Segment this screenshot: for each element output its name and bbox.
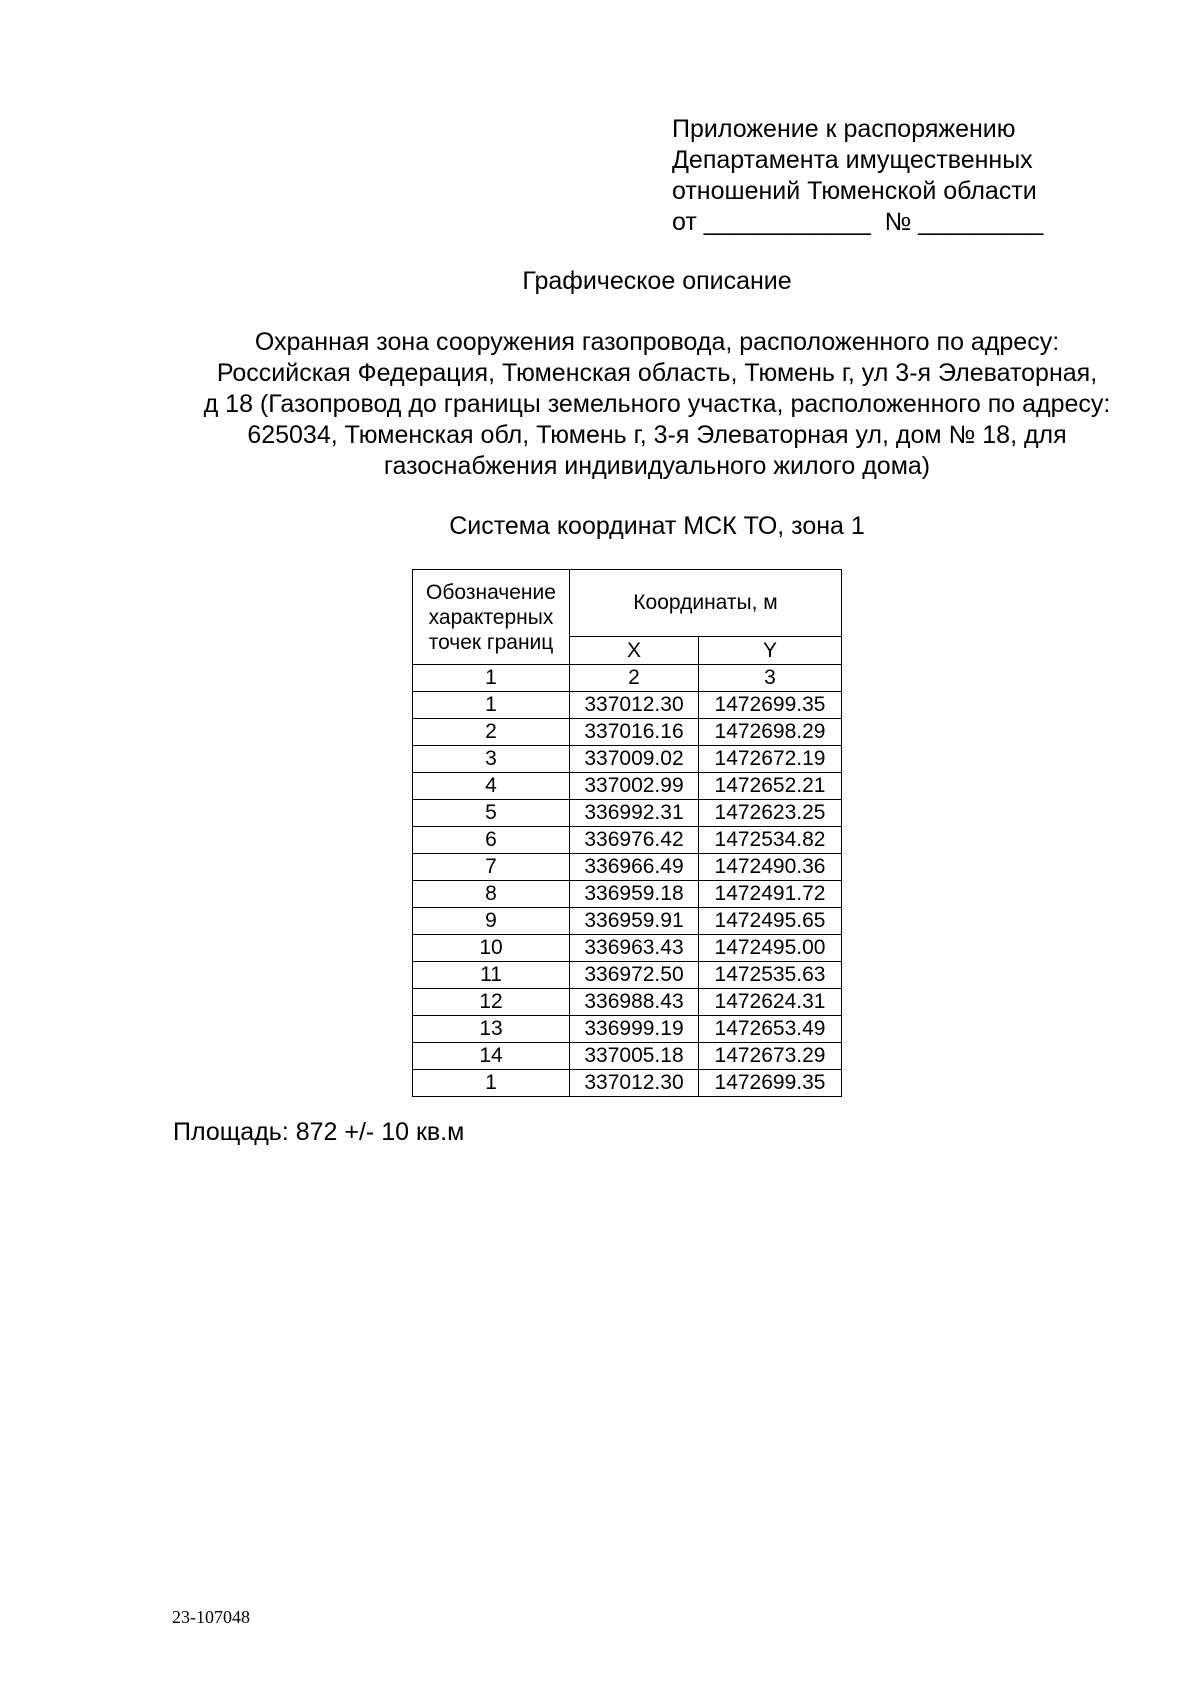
table-row xyxy=(413,854,842,881)
x-cell: 337005.18 xyxy=(570,1043,699,1070)
point-cell: 14 xyxy=(413,1043,570,1070)
table-row xyxy=(413,989,842,1016)
table-row xyxy=(413,962,842,989)
point-cell: 1 xyxy=(413,692,570,719)
x-cell: 336972.50 xyxy=(570,962,699,989)
table-row xyxy=(413,692,842,719)
description-line: Российская Федерация, Тюменская область, Тюмень г, ул 3-я Элеваторная, xyxy=(216,359,1098,387)
y-cell: 1472672.19 xyxy=(699,746,842,773)
y-cell: 1472491.72 xyxy=(699,881,842,908)
point-cell: 3 xyxy=(413,746,570,773)
point-cell: 2 xyxy=(413,719,570,746)
y-cell: 1472535.63 xyxy=(699,962,842,989)
y-cell: 1472534.82 xyxy=(699,827,842,854)
table-row xyxy=(413,719,842,746)
point-cell: 4 xyxy=(413,773,570,800)
description-line: д 18 (Газопровод до границы земельного участка, расположенного по адресу: xyxy=(203,390,1111,418)
header-designation-line: Обозначение xyxy=(426,580,556,604)
x-cell: 337009.02 xyxy=(570,746,699,773)
table-row xyxy=(413,800,842,827)
description-line: газоснабжения индивидуального жилого дома) xyxy=(383,452,931,480)
y-cell: 1472624.31 xyxy=(699,989,842,1016)
appendix-line: Департамента имущественных xyxy=(672,146,1033,174)
table-row xyxy=(413,1070,842,1097)
x-cell: 336966.49 xyxy=(570,854,699,881)
y-cell: 1472652.21 xyxy=(699,773,842,800)
point-cell: 9 xyxy=(413,908,570,935)
x-cell: 336959.91 xyxy=(570,908,699,935)
y-cell: 1472495.00 xyxy=(699,935,842,962)
x-cell: 336976.42 xyxy=(570,827,699,854)
area-label: Площадь: 872 +/- 10 кв.м xyxy=(173,1118,465,1146)
y-cell: 1472698.29 xyxy=(699,719,842,746)
header-designation xyxy=(413,570,570,665)
x-cell: 336963.43 xyxy=(570,935,699,962)
column-number: 2 xyxy=(570,665,699,692)
y-cell: 1472673.29 xyxy=(699,1043,842,1070)
table-row xyxy=(413,1016,842,1043)
header-coordinates: Координаты, м xyxy=(570,570,842,637)
y-cell: 1472699.35 xyxy=(699,692,842,719)
table-row xyxy=(413,1043,842,1070)
table-row xyxy=(413,881,842,908)
appendix-header xyxy=(672,114,1043,238)
table-row xyxy=(413,773,842,800)
header-x: X xyxy=(570,637,699,665)
description-line: 625034, Тюменская обл, Тюмень г, 3-я Элеваторная ул, дом № 18, для xyxy=(247,421,1067,449)
column-number: 3 xyxy=(699,665,842,692)
point-cell: 8 xyxy=(413,881,570,908)
point-cell: 13 xyxy=(413,1016,570,1043)
appendix-line: отношений Тюменской области xyxy=(672,177,1037,205)
y-cell: 1472623.25 xyxy=(699,800,842,827)
column-number: 1 xyxy=(413,665,570,692)
table-row xyxy=(413,935,842,962)
appendix-date-number-line: от ____________ № _________ xyxy=(672,208,1044,236)
x-cell: 336988.43 xyxy=(570,989,699,1016)
x-cell: 337012.30 xyxy=(570,692,699,719)
table-row xyxy=(413,827,842,854)
coordinates-table xyxy=(412,569,842,1097)
document-title: Графическое описание xyxy=(522,267,792,295)
y-cell: 1472490.36 xyxy=(699,854,842,881)
header-designation-line: точек границ xyxy=(428,630,554,654)
point-cell: 12 xyxy=(413,989,570,1016)
point-cell: 1 xyxy=(413,1070,570,1097)
document-code: 23-107048 xyxy=(172,1607,250,1627)
x-cell: 336959.18 xyxy=(570,881,699,908)
x-cell: 337002.99 xyxy=(570,773,699,800)
point-cell: 5 xyxy=(413,800,570,827)
point-cell: 7 xyxy=(413,854,570,881)
x-cell: 336999.19 xyxy=(570,1016,699,1043)
point-cell: 11 xyxy=(413,962,570,989)
point-cell: 10 xyxy=(413,935,570,962)
table-row xyxy=(413,746,842,773)
x-cell: 336992.31 xyxy=(570,800,699,827)
y-cell: 1472699.35 xyxy=(699,1070,842,1097)
y-cell: 1472653.49 xyxy=(699,1016,842,1043)
appendix-line: Приложение к распоряжению xyxy=(672,115,1016,143)
header-y: Y xyxy=(699,637,842,665)
table-row xyxy=(413,908,842,935)
y-cell: 1472495.65 xyxy=(699,908,842,935)
point-cell: 6 xyxy=(413,827,570,854)
description-line: Охранная зона сооружения газопровода, расположенного по адресу: xyxy=(254,328,1060,356)
object-description xyxy=(160,327,1154,482)
x-cell: 337012.30 xyxy=(570,1070,699,1097)
x-cell: 337016.16 xyxy=(570,719,699,746)
coordinate-system-label: Система координат МСК ТО, зона 1 xyxy=(449,512,865,540)
header-designation-line: характерных xyxy=(428,605,554,629)
